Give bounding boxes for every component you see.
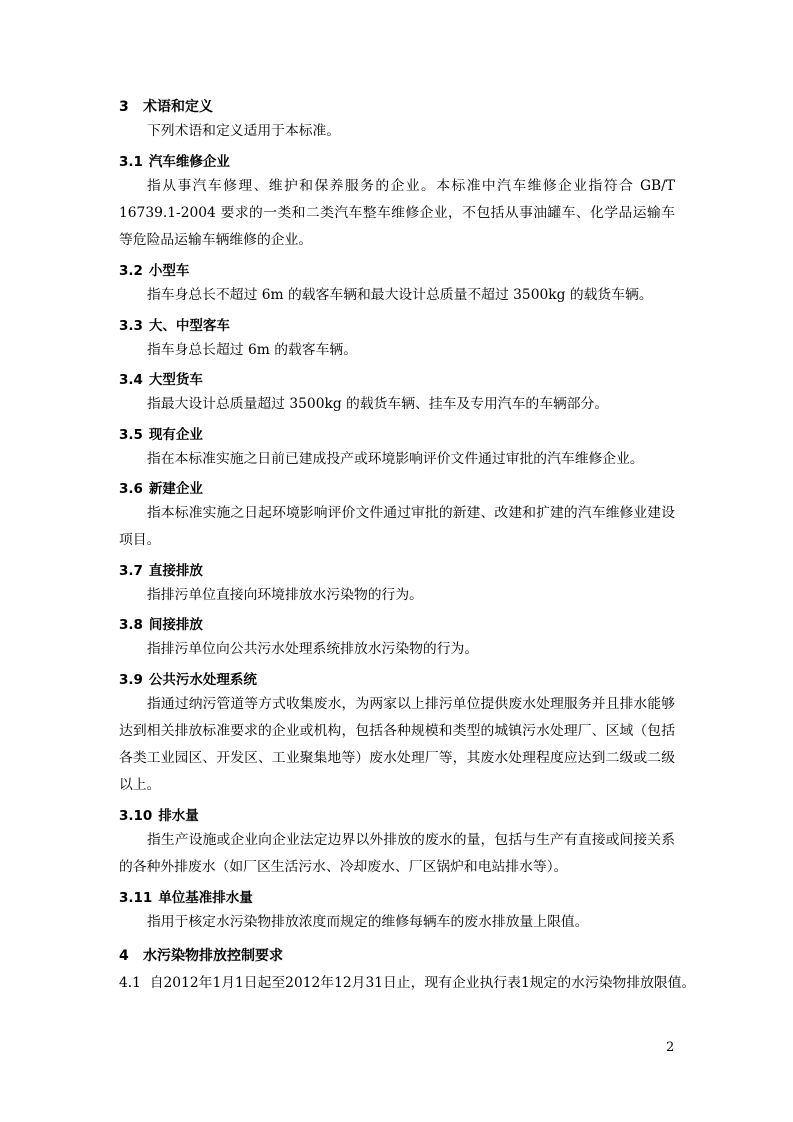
term-definition: 指生产设施或企业向企业法定边界以外排放的废水的量，包括与生产有直接或间接关系的各种外排废水（如厂区生活污水、冷却废水、厂区锅炉和电站排水等）。: [119, 832, 675, 875]
section-title: 水污染物排放控制要求: [143, 948, 283, 964]
section-number: 4: [119, 948, 129, 964]
term-heading: [119, 423, 203, 443]
term-definition: 指车身总长超过 6m 的载客车辆。: [147, 342, 357, 358]
term-title: 汽车维修企业: [148, 154, 230, 170]
term-heading: [119, 613, 203, 633]
term-heading: [119, 314, 230, 334]
term-title: 间接排放: [148, 617, 203, 633]
term-title: 大、中型客车: [148, 318, 230, 334]
term-definition: 指排污单位直接向环境排放水污染物的行为。: [147, 587, 423, 603]
term-title: 直接排放: [148, 563, 203, 579]
term-number: 3.7: [119, 563, 143, 579]
section-number: 3: [119, 99, 129, 115]
term-definition: 指排污单位向公共污水处理系统排放水污染物的行为。: [147, 641, 479, 657]
clause-text: 自2012年1月1日起至2012年12月31日止，现有企业执行表1规定的水污染物排放限值。: [149, 975, 696, 991]
term-title: 新建企业: [148, 481, 203, 497]
term-title: 大型货车: [148, 372, 203, 388]
term-heading: [119, 259, 189, 279]
term-heading: [119, 886, 253, 906]
term-number: 3.4: [119, 372, 143, 388]
term-definition: 指通过纳污管道等方式收集废水，为两家以上排污单位提供废水处理服务并且排水能够达到相关排放标准要求的企业或机构，包括各种规模和类型的城镇污水处理厂、区域（包括各类工业园区、开发区、工业聚集地等）废水处理厂等，其废水处理程度应达到二级或二级以上。: [119, 696, 675, 793]
term-number: 3.5: [119, 427, 143, 443]
term-title: 排水量: [158, 808, 199, 824]
term-title: 单位基准排水量: [158, 890, 253, 906]
section-4-heading: [119, 945, 283, 965]
term-number: 3.10: [119, 808, 153, 824]
term-number: 3.6: [119, 481, 143, 497]
term-heading: [119, 668, 257, 688]
section-3-intro: 下列术语和定义适用于本标准。: [147, 123, 341, 139]
term-heading: [119, 477, 203, 497]
term-number: 3.1: [119, 154, 143, 170]
term-definition: 指最大设计总质量超过 3500kg 的载货车辆、挂车及专用汽车的车辆部分。: [147, 396, 609, 412]
section-title: 术语和定义: [143, 99, 213, 115]
clause-number: 4.1: [119, 975, 141, 991]
term-number: 3.11: [119, 890, 153, 906]
term-title: 公共污水处理系统: [148, 672, 257, 688]
term-heading: [119, 559, 203, 579]
term-definition: 指从事汽车修理、维护和保养服务的企业。本标准中汽车维修企业指符合 GB/T 16739.1-2004 要求的一类和二类汽车整车维修企业，不包括从事油罐车、化学品运输车等危险品运输车辆维修的企业。: [119, 178, 675, 248]
term-title: 现有企业: [148, 427, 203, 443]
term-number: 3.8: [119, 617, 143, 633]
term-heading: [119, 368, 203, 388]
term-definition: 指本标准实施之日起环境影响评价文件通过审批的新建、改建和扩建的汽车维修业建设项目。: [119, 505, 675, 548]
term-number: 3.9: [119, 672, 143, 688]
term-heading: [119, 150, 230, 170]
term-heading: [119, 804, 199, 824]
section-3-heading: [119, 96, 213, 116]
term-definition: 指在本标准实施之日前已建成投产或环境影响评价文件通过审批的汽车维修企业。: [147, 451, 644, 467]
term-number: 3.2: [119, 263, 143, 279]
clause-4-1: [119, 970, 696, 997]
term-definition: 指车身总长不超过 6m 的载客车辆和最大设计总质量不超过 3500kg 的载货车辆。: [147, 287, 653, 303]
term-title: 小型车: [148, 263, 190, 279]
page-number: 2: [666, 1040, 675, 1055]
term-number: 3.3: [119, 318, 143, 334]
term-definition: 指用于核定水污染物排放浓度而规定的维修每辆车的废水排放量上限值。: [147, 914, 589, 930]
